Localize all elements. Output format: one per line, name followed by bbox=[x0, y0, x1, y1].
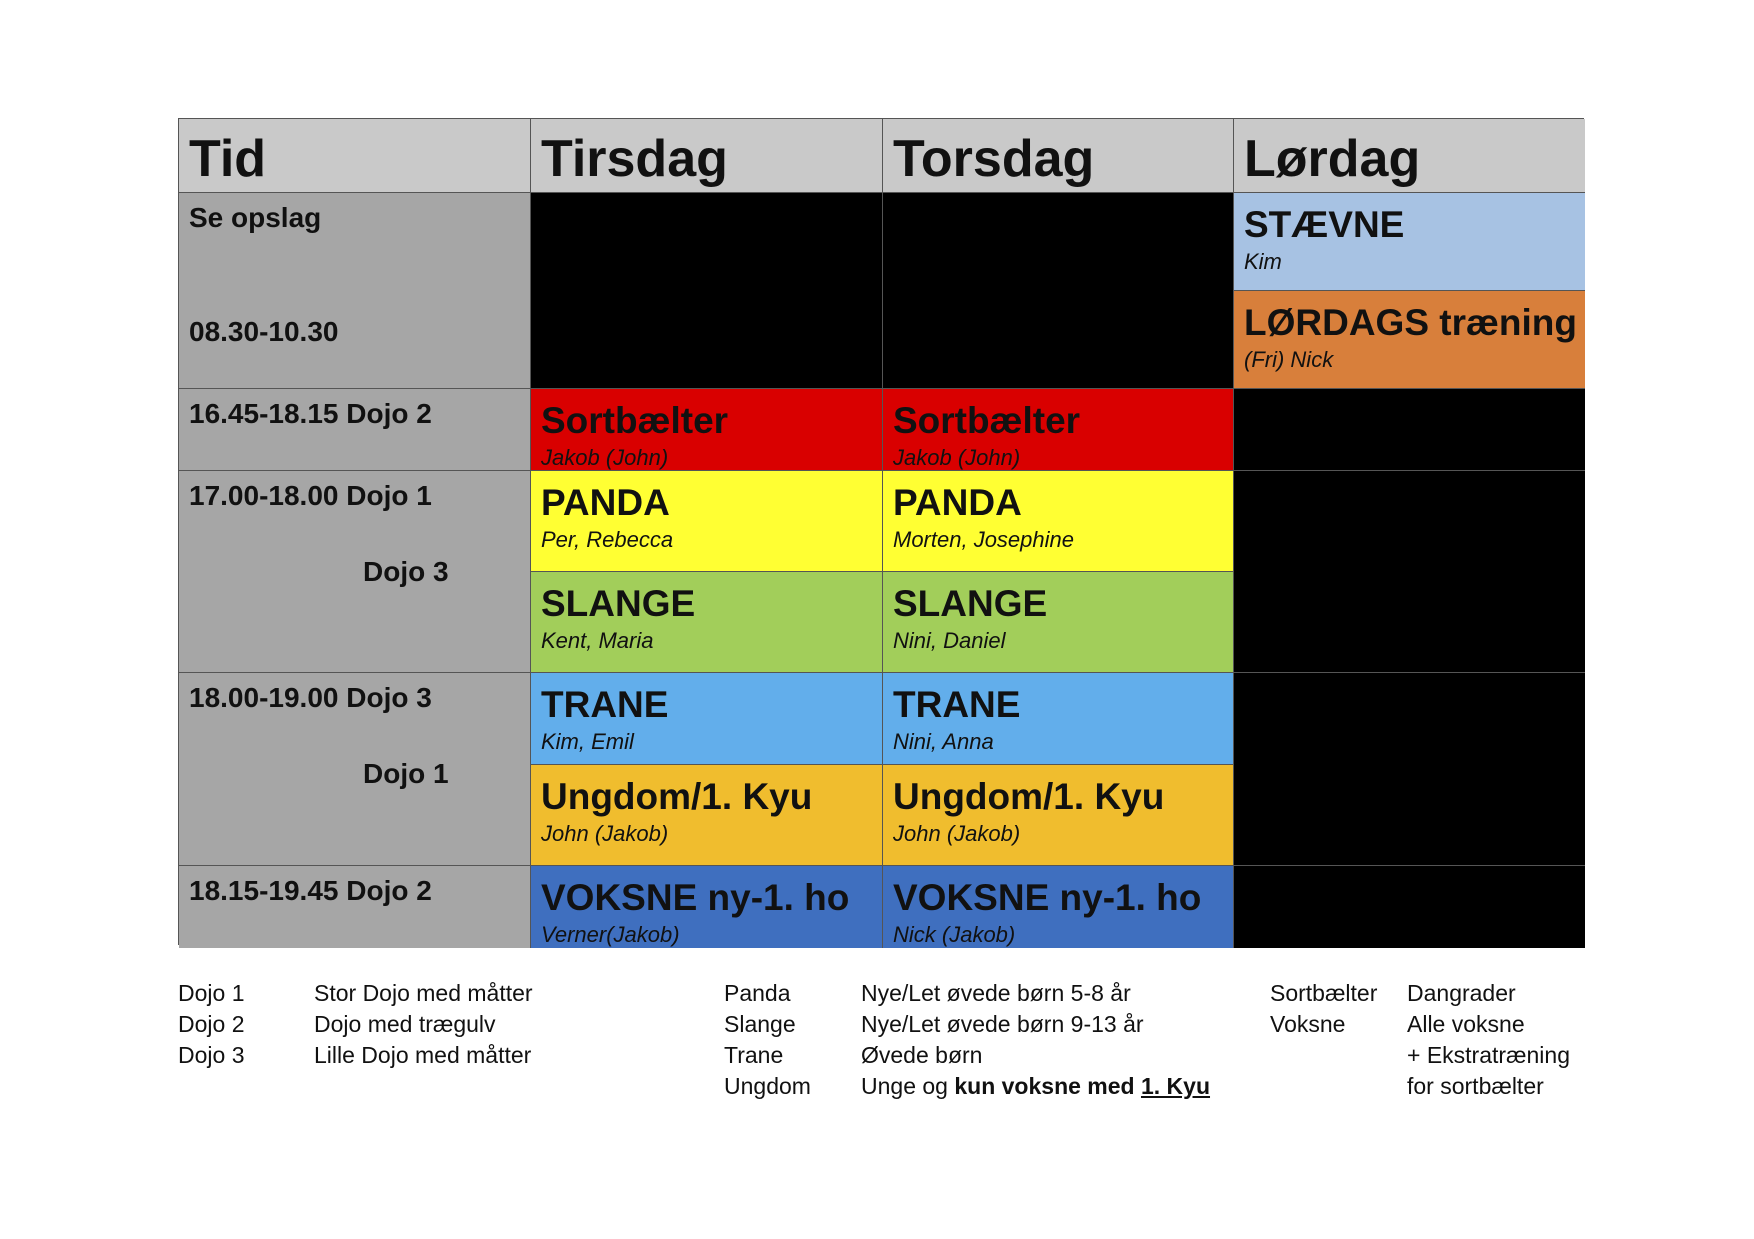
empty-thursday-morning bbox=[883, 193, 1234, 389]
class-name: VOKSNE ny-1. ho bbox=[893, 877, 1202, 918]
class-name: SLANGE bbox=[541, 583, 696, 624]
legend-key: Ungdom bbox=[724, 1073, 811, 1099]
class-teacher: Nini, Daniel bbox=[893, 628, 1006, 653]
class-name: Sortbælter bbox=[541, 400, 729, 441]
legend-other bbox=[1270, 978, 1570, 1102]
class-teacher: Jakob (John) bbox=[541, 445, 669, 470]
legend-value: Øvede børn bbox=[861, 1042, 983, 1068]
legend-key bbox=[1270, 1040, 1407, 1071]
header-saturday-label: Lørdag bbox=[1244, 130, 1421, 188]
class-panda-thursday bbox=[883, 471, 1234, 572]
legend-row bbox=[1270, 1009, 1570, 1040]
legend-value: Dangrader bbox=[1407, 980, 1516, 1006]
legend-value: + Ekstratræning bbox=[1407, 1042, 1570, 1068]
legend-key: Panda bbox=[724, 980, 791, 1006]
class-teacher: John (Jakob) bbox=[541, 821, 669, 846]
legend-ungdom-part2: kun voksne med bbox=[954, 1073, 1135, 1099]
schedule-table bbox=[178, 118, 1584, 945]
legend-key: Dojo 1 bbox=[178, 980, 245, 1006]
empty-saturday-1645 bbox=[1234, 389, 1585, 471]
class-sortbaelter-tuesday bbox=[531, 389, 883, 471]
time-label-see-notice: Se opslag bbox=[189, 202, 322, 233]
class-name: TRANE bbox=[893, 684, 1021, 725]
class-ungdom-thursday bbox=[883, 765, 1234, 866]
legend-value: Nye/Let øvede børn 9-13 år bbox=[861, 1011, 1144, 1037]
class-voksne-thursday bbox=[883, 866, 1234, 948]
class-teacher: Verner(Jakob) bbox=[541, 922, 680, 947]
class-name: Sortbælter bbox=[893, 400, 1081, 441]
legend-key bbox=[1270, 1071, 1407, 1102]
time-label-dojo1: Dojo 1 bbox=[363, 758, 449, 789]
time-label-1800: 18.00-19.00 Dojo 3 bbox=[189, 682, 432, 713]
header-tuesday bbox=[531, 119, 883, 193]
legend-key: Sortbælter bbox=[1270, 980, 1378, 1006]
legend-key: Dojo 3 bbox=[178, 1042, 245, 1068]
legend-row bbox=[178, 1040, 533, 1071]
legend-groups bbox=[724, 978, 1210, 1102]
legend-value: Nye/Let øvede børn 5-8 år bbox=[861, 980, 1131, 1006]
legend-key: Voksne bbox=[1270, 1011, 1346, 1037]
legend-row bbox=[724, 1071, 1210, 1102]
class-name: Ungdom/1. Kyu bbox=[893, 776, 1165, 817]
class-voksne-tuesday bbox=[531, 866, 883, 948]
header-time-label: Tid bbox=[189, 130, 267, 188]
legend-row bbox=[724, 1040, 1210, 1071]
class-teacher: Jakob (John) bbox=[893, 445, 1021, 470]
class-teacher: Nick (Jakob) bbox=[893, 922, 1016, 947]
class-teacher: Kent, Maria bbox=[541, 628, 654, 653]
header-saturday bbox=[1234, 119, 1585, 193]
time-cell-1700 bbox=[179, 471, 531, 673]
class-slange-tuesday bbox=[531, 572, 883, 673]
class-teacher: Kim bbox=[1244, 249, 1282, 274]
class-name: TRANE bbox=[541, 684, 669, 725]
legend-key: Dojo 2 bbox=[178, 1011, 245, 1037]
legend-value: Stor Dojo med måtter bbox=[314, 980, 533, 1006]
header-tuesday-label: Tirsdag bbox=[541, 130, 728, 188]
class-name: SLANGE bbox=[893, 583, 1048, 624]
class-name: LØRDAGS træning bbox=[1244, 302, 1577, 343]
legend-row bbox=[178, 1009, 533, 1040]
empty-saturday-1700 bbox=[1234, 471, 1585, 673]
empty-tuesday-morning bbox=[531, 193, 883, 389]
class-trane-tuesday bbox=[531, 673, 883, 765]
header-thursday bbox=[883, 119, 1234, 193]
time-label-1700: 17.00-18.00 Dojo 1 bbox=[189, 480, 432, 511]
legend-value: Alle voksne bbox=[1407, 1011, 1525, 1037]
legend-value bbox=[861, 1071, 1210, 1102]
class-name: STÆVNE bbox=[1244, 204, 1405, 245]
class-teacher: (Fri) Nick bbox=[1244, 347, 1334, 372]
class-teacher: John (Jakob) bbox=[893, 821, 1021, 846]
legend-row bbox=[724, 978, 1210, 1009]
time-cell-1645 bbox=[179, 389, 531, 471]
class-sortbaelter-thursday bbox=[883, 389, 1234, 471]
empty-saturday-1815 bbox=[1234, 866, 1585, 948]
class-trane-thursday bbox=[883, 673, 1234, 765]
class-staevne bbox=[1234, 193, 1585, 291]
legend-row bbox=[1270, 1040, 1570, 1071]
legend-row bbox=[1270, 978, 1570, 1009]
class-ungdom-tuesday bbox=[531, 765, 883, 866]
class-teacher: Kim, Emil bbox=[541, 729, 634, 754]
legend-row bbox=[1270, 1071, 1570, 1102]
class-lordags-traening bbox=[1234, 291, 1585, 389]
header-thursday-label: Torsdag bbox=[893, 130, 1095, 188]
legend-dojos bbox=[178, 978, 533, 1071]
time-cell-morning bbox=[179, 193, 531, 389]
class-name: VOKSNE ny-1. ho bbox=[541, 877, 850, 918]
legend-value: Lille Dojo med måtter bbox=[314, 1042, 532, 1068]
time-label-dojo3: Dojo 3 bbox=[363, 556, 449, 587]
time-cell-1815 bbox=[179, 866, 531, 948]
legend-value: for sortbælter bbox=[1407, 1073, 1544, 1099]
class-teacher: Morten, Josephine bbox=[893, 527, 1074, 552]
class-name: PANDA bbox=[541, 482, 670, 523]
class-name: Ungdom/1. Kyu bbox=[541, 776, 813, 817]
time-label-1645: 16.45-18.15 Dojo 2 bbox=[189, 398, 432, 429]
header-time bbox=[179, 119, 531, 193]
legend-row bbox=[178, 978, 533, 1009]
class-name: PANDA bbox=[893, 482, 1022, 523]
legend-row bbox=[724, 1009, 1210, 1040]
legend-value: Dojo med trægulv bbox=[314, 1011, 496, 1037]
legend-key: Trane bbox=[724, 1042, 784, 1068]
class-panda-tuesday bbox=[531, 471, 883, 572]
class-teacher: Nini, Anna bbox=[893, 729, 994, 754]
time-label-morning: 08.30-10.30 bbox=[189, 316, 339, 347]
class-slange-thursday bbox=[883, 572, 1234, 673]
class-teacher: Per, Rebecca bbox=[541, 527, 674, 552]
legend-ungdom-part1: Unge og bbox=[861, 1073, 948, 1099]
legend-ungdom-part3: 1. Kyu bbox=[1140, 1073, 1211, 1099]
legend-key: Slange bbox=[724, 1011, 796, 1037]
time-cell-1800 bbox=[179, 673, 531, 866]
time-label-1815: 18.15-19.45 Dojo 2 bbox=[189, 875, 432, 906]
empty-saturday-1800 bbox=[1234, 673, 1585, 866]
